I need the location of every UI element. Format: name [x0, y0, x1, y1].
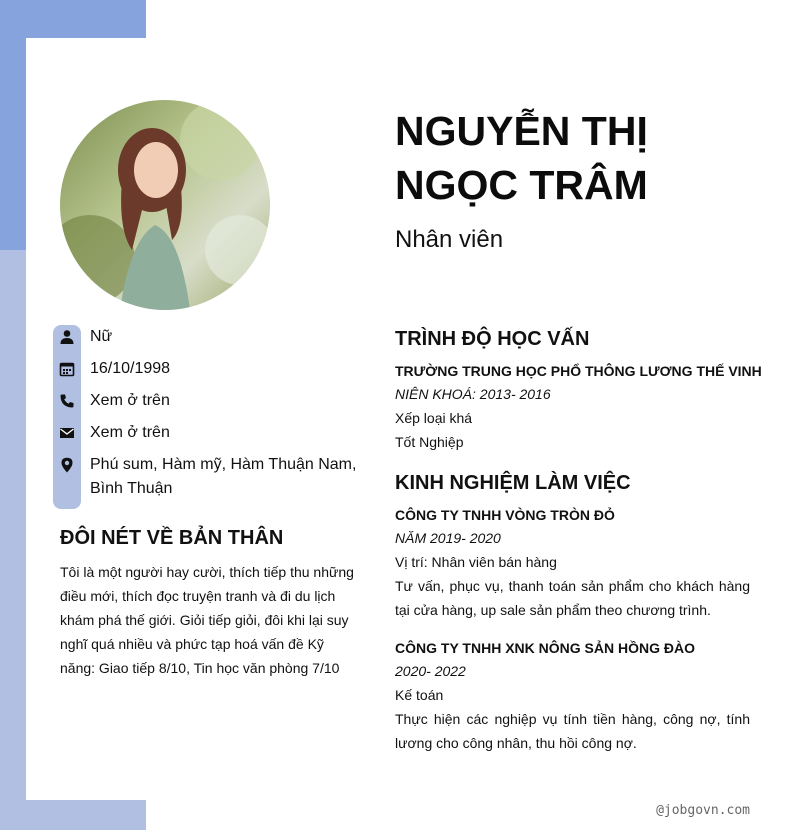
calendar-icon	[59, 361, 75, 377]
phone-icon	[59, 393, 75, 409]
gender-value: Nữ	[90, 328, 113, 345]
about-text: Tôi là một người hay cười, thích tiếp thu những điều mới, thích đọc truyện tranh và đi du lịch khám phá thế giới. Giỏi tiếp giỏi, đôi khi lại suy nghĩ quá nhiều và phức tạp hoá vấn đề Kỹ năng: Giao tiếp 8/10, Tin học văn phòng 7/10	[60, 564, 354, 676]
watermark: @jobgovn.com	[656, 803, 750, 818]
education-school: TRƯỜNG TRUNG HỌC PHỔ THÔNG LƯƠNG THẾ VINH	[395, 363, 762, 379]
about-heading: ĐÔI NÉT VỀ BẢN THÂN	[60, 527, 284, 549]
education-heading: TRÌNH ĐỘ HỌC VẤN	[395, 328, 590, 350]
job-company: CÔNG TY TNHH XNK NÔNG SẢN HỒNG ĐÀO	[395, 640, 695, 656]
job-description: Thực hiện các nghiệp vụ tính tiền hàng, công nợ, tính lương cho công nhân, thu hồi công nợ.	[395, 711, 750, 751]
job-company: CÔNG TY TNHH VÒNG TRÒN ĐỎ	[395, 507, 615, 523]
job-description: Tư vấn, phục vụ, thanh toán sản phẩm cho khách hàng tại cửa hàng, up sale sản phẩm theo chương trình.	[395, 578, 750, 618]
job-period: NĂM 2019- 2020	[395, 530, 501, 546]
email-icon	[59, 425, 75, 441]
birthday-value: 16/10/1998	[90, 360, 171, 377]
location-pin-icon	[59, 457, 75, 473]
education-grade: Xếp loại khá	[395, 410, 473, 426]
phone-value: Xem ở trên	[90, 392, 170, 409]
email-value: Xem ở trên	[90, 424, 170, 441]
candidate-name	[395, 104, 765, 212]
contact-icon-bar	[53, 325, 81, 509]
job-position: Kế toán	[395, 687, 444, 703]
job-period: 2020- 2022	[395, 663, 466, 679]
name-line-2: NGỌC TRÂM	[395, 162, 648, 208]
name-line-1: NGUYỄN THỊ	[395, 108, 648, 154]
profile-photo	[60, 100, 270, 310]
education-years: NIÊN KHOÁ: 2013- 2016	[395, 386, 551, 402]
person-icon	[59, 329, 75, 345]
experience-heading: KINH NGHIỆM LÀM VIỆC	[395, 472, 631, 494]
address-value: Phú sum, Hàm mỹ, Hàm Thuận Nam, Bình Thuận	[90, 456, 357, 497]
job-position: Vị trí: Nhân viên bán hàng	[395, 554, 557, 570]
education-status: Tốt Nghiệp	[395, 434, 464, 450]
job-title: Nhân viên	[395, 226, 504, 253]
